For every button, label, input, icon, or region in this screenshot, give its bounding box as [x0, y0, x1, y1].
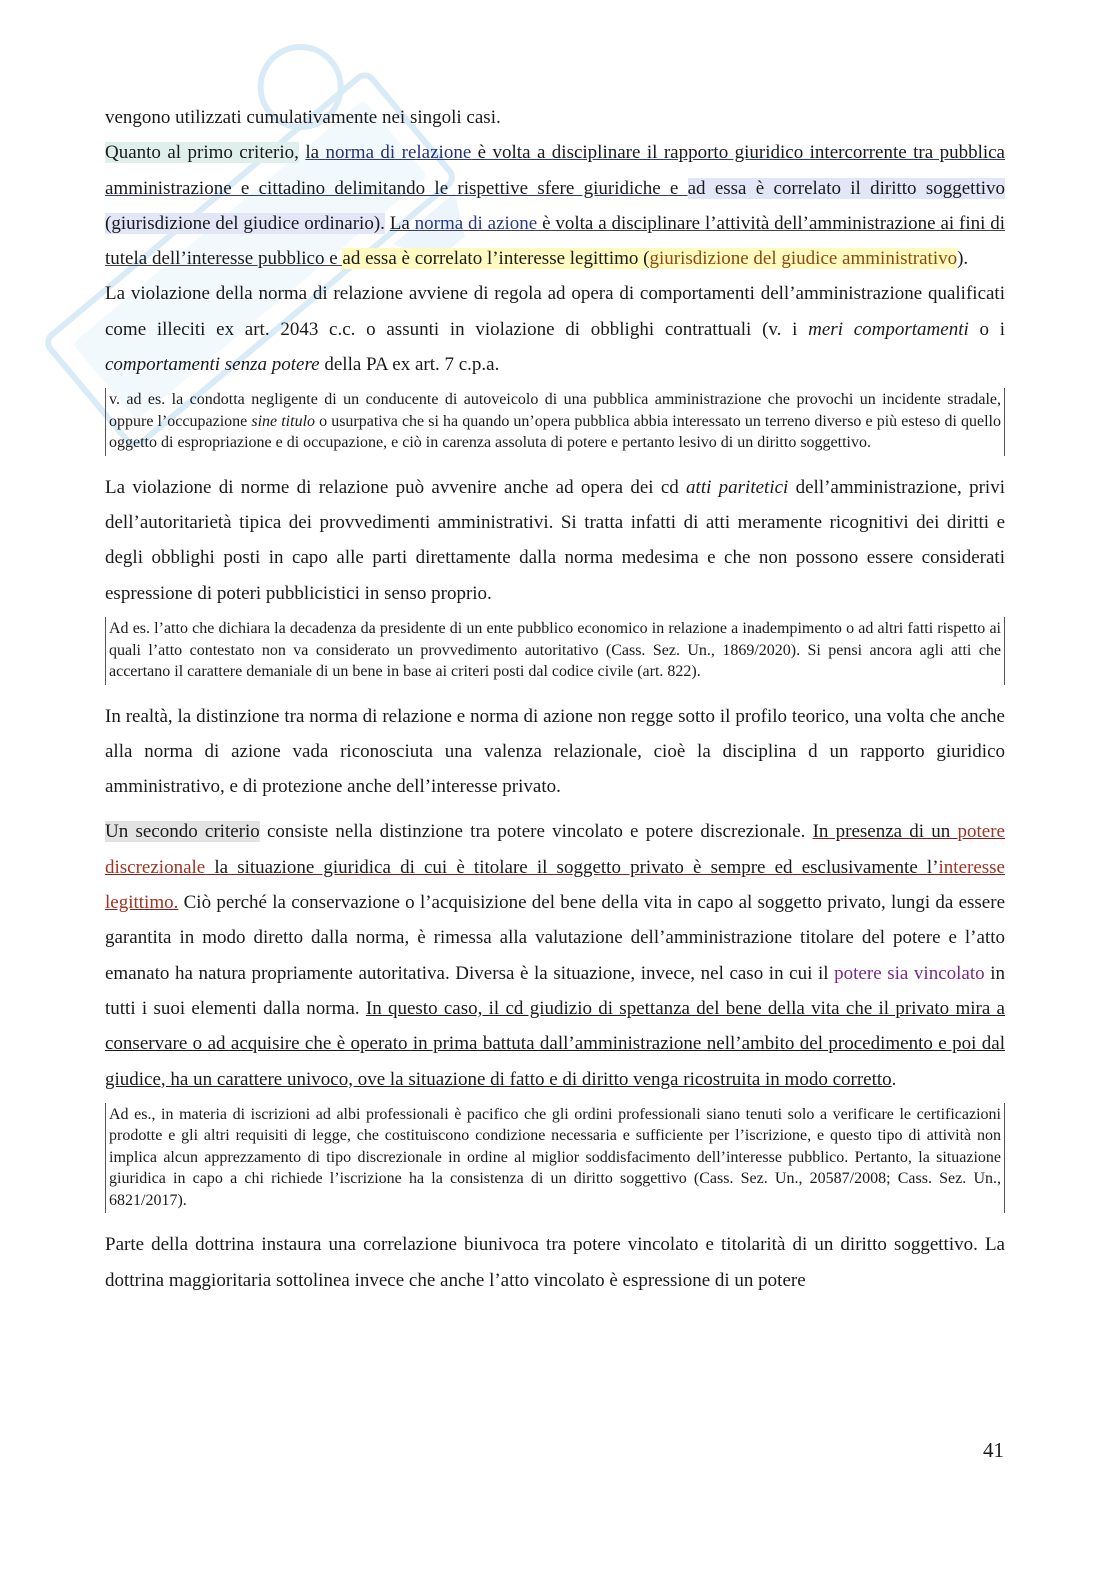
- paragraph-first-criterion: Quanto al primo criterio, la norma di relazione è volta a disciplinare il rapporto giuridico intercorrente tra pubblica amministrazione e cittadino delimitando le rispettive sfere giuridiche e ad essa è correlato il diritto soggettivo (giurisdizione del giudice ordinario). La norma di azione è volta a disciplinare l’attività dell’amministrazione ai fini di tutela dell’interesse pubblico e ad essa è correlato l’interesse legittimo (giurisdizione del giudice amministrativo).: [105, 142, 1006, 270]
- paragraph-atti-paritetici: La violazione di norme di relazione può avvenire anche ad opera dei cd atti paritetici dell’amministrazione, privi dell’autoritarietà tipica dei provvedimenti amministrativi. Si tratta infatti di atti meramente ricognitivi dei diritti e degli obblighi posti in capo alle parti direttamente dalla norma medesima e che non possono essere considerati espressione di poteri pubblicistici in senso proprio.: [105, 476, 1005, 604]
- page-number: 41: [983, 1438, 1004, 1462]
- paragraph-second-criterion: Un secondo criterio consiste nella distinzione tra potere vincolato e potere discrezionale. In presenza di un potere discrezionale la situazione giuridica di cui è titolare il soggetto privato è sempre ed esclusivamente l’interesse legittimo. Ciò perché la conservazione o l’acquisizione del bene della vita in capo al soggetto privato, lungi da essere garantita in modo diretto dalla norma, è rimessa alla valutazione dell’amministrazione titolare del potere e l’atto emanato ha natura propriamente autoritativa. Diversa è la situazione, invece, nel caso in cui il potere sia vincolato in tutti i suoi elementi dalla norma. In questo caso, il cd giudizio di spettanza del bene della vita che il privato mira a conservare o ad acquisire che è operato in prima battuta dall’amministrazione nell’ambito del procedimento e poi dal giudice, ha un carattere univoco, ove la situazione di fatto e di diritto venga ricostruita in modo corretto.: [105, 821, 1006, 1090]
- paragraph-violation-relation: La violazione della norma di relazione avviene di regola ad opera di comportamenti dell’amministrazione qualificati come illeciti ex art. 2043 c.c. o assunti in violazione di obblighi contrattuali (v. i meri comportamenti o i comportamenti senza potere della PA ex art. 7 c.p.a.: [105, 283, 1006, 376]
- term-potere-discrezionale: potere discrezionale: [105, 821, 1005, 878]
- term-interesse-legittimo: interesse legittimo.: [105, 856, 1005, 914]
- document-page: [105, 100, 1005, 1298]
- term-norma-di-relazione: norma di relazione: [325, 142, 472, 164]
- paragraph-dottrina: Parte della dottrina instaura una correlazione biunivoca tra potere vincolato e titolarità di un diritto soggettivo. La dottrina maggioritaria sottolinea invece che anche l’atto vincolato è espressione di un potere: [105, 1234, 1005, 1291]
- term-potere-vincolato: potere sia vincolato: [834, 962, 985, 984]
- example-box-2: Ad es. l’atto che dichiara la decadenza da presidente di un ente pubblico economico in relazione a inadempimento o ad altri fatti rispetto ai quali l’atto contestato non va considerato un provvedimento autoritativo (Cass. Sez. Un., 1869/2020). Si pensi ancora agli atti che accertano il carattere demaniale di un bene in base ai criteri posti dal codice civile (art. 822).: [105, 617, 1005, 685]
- paragraph-in-realta: In realtà, la distinzione tra norma di relazione e norma di azione non regge sotto il profilo teorico, una volta che anche alla norma di azione vada riconosciuta una valenza relazionale, cioè la disciplina d un rapporto giuridico amministrativo, e di protezione anche dell’interesse privato.: [105, 705, 1005, 798]
- example-box-1: v. ad es. la condotta negligente di un conducente di autoveicolo di una pubblica amministrazione che provochi un incidente stradale, oppure l’occupazione sine titulo o usurpativa che si ha quando un’opera pubblica abbia interessato un terreno diverso e più esteso di quello oggetto di espropriazione e di occupazione, e ciò in carenza assoluta di potere e pertanto lesivo di un diritto soggettivo.: [105, 388, 1005, 456]
- term-norma-di-azione: norma di azione: [414, 212, 538, 234]
- paragraph-intro-end: vengono utilizzati cumulativamente nei singoli casi.: [105, 107, 501, 128]
- example-box-3: Ad es., in materia di iscrizioni ad albi professionali è pacifico che gli ordini professionali siano tenuti solo a verificare le certificazioni prodotte e gli altri requisiti di legge, che costituiscono condizione necessaria e sufficiente per l’iscrizione, e questo tipo di attività non implica alcun apprezzamento di tipo discrezionale in ordine al miglior soddisfacimento dell’interesse pubblico. Pertanto, la situazione giuridica in capo a chi richiede l’iscrizione ha la consistenza di un diritto soggettivo (Cass. Sez. Un., 20587/2008; Cass. Sez. Un., 6821/2017).: [105, 1103, 1005, 1214]
